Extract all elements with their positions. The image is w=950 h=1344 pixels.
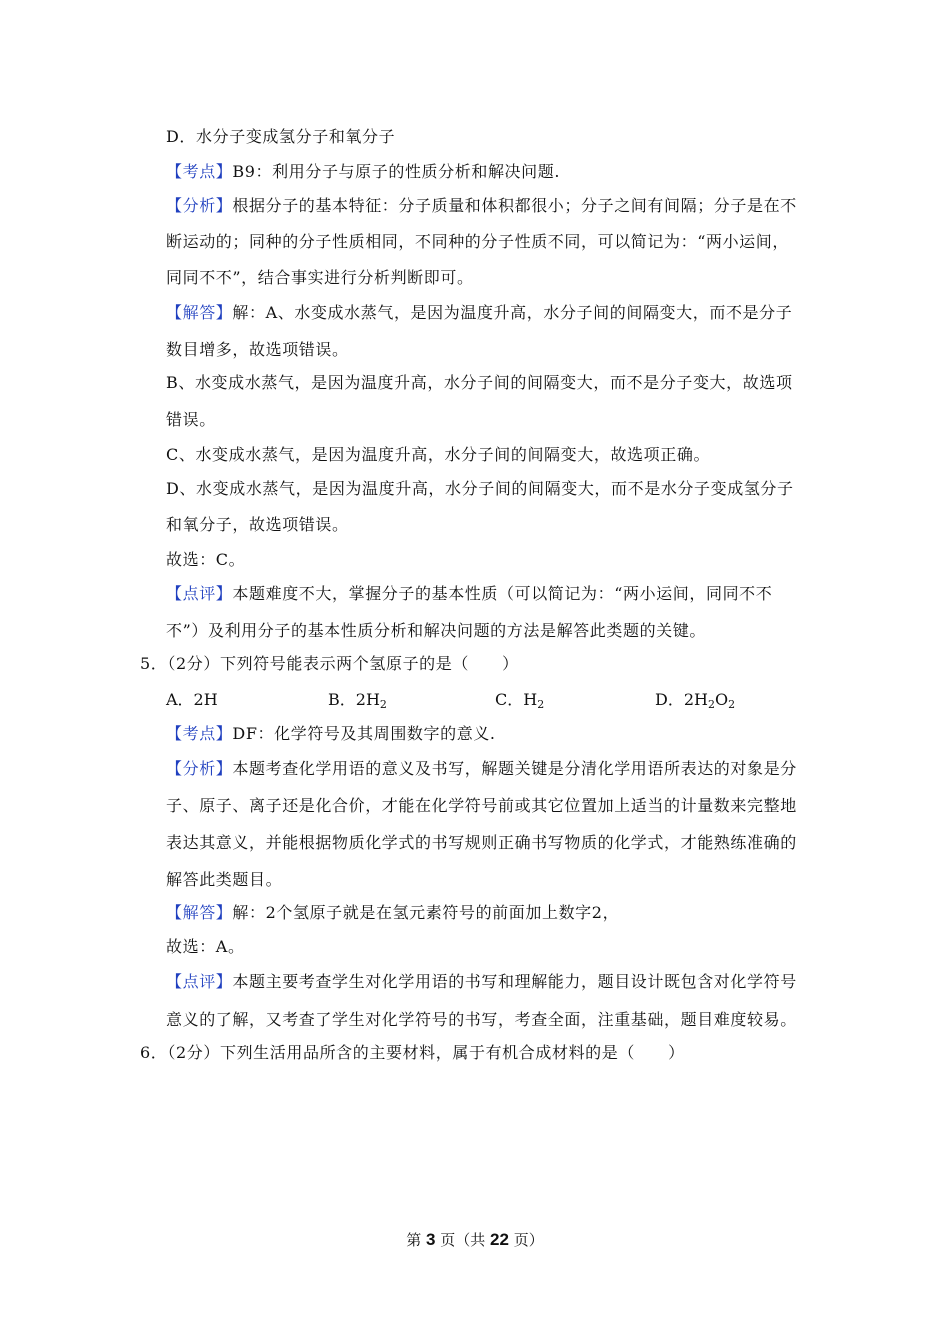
q5-option-d-sub1: 2 <box>707 698 715 711</box>
q4-dianping <box>166 584 772 604</box>
q4-jieda-line5: C、水变成水蒸气，是因为温度升高，水分子间的间隔变大，故选项正确。 <box>166 445 711 464</box>
q4-fenxi-text: 根据分子的基本特征：分子质量和体积都很小；分子之间有间隔；分子是在不 <box>232 196 797 215</box>
q5-dianping-text: 本题主要考查学生对化学用语的书写和理解能力，题目设计既包含对化学符号 <box>232 972 797 991</box>
q5-option-c-sub: 2 <box>537 698 545 711</box>
tag-fenxi: 【分析】 <box>166 196 233 215</box>
footer-middle: 页（共 <box>435 1231 491 1249</box>
q4-kaodian-text: B9：利用分子与原子的性质分析和解决问题. <box>232 162 561 181</box>
q4-answer: 故选：C。 <box>166 550 246 569</box>
tag-dianping: 【点评】 <box>166 584 233 603</box>
q5-fenxi <box>166 759 797 779</box>
q4-fenxi-line3: 同同不不”，结合事实进行分析判断即可。 <box>166 268 474 287</box>
q6-stem <box>140 1043 685 1063</box>
q4-jieda-line2: 数目增多，故选项错误。 <box>166 340 349 359</box>
tag-jieda: 【解答】 <box>166 303 233 322</box>
q4-jieda-text: 解：A、水变成水蒸气，是因为温度升高，水分子间的间隔变大，而不是分子 <box>232 303 793 322</box>
q5-answer: 故选：A。 <box>166 937 245 956</box>
q5-stem-text: （2分）下列符号能表示两个氢原子的是（ ） <box>167 654 519 673</box>
q5-jieda <box>166 903 619 923</box>
q5-fenxi-line4: 解答此类题目。 <box>166 870 283 889</box>
q5-fenxi-text: 本题考查化学用语的意义及书写，解题关键是分清化学用语所表达的对象是分 <box>232 759 797 778</box>
footer-suffix: 页） <box>508 1231 544 1249</box>
tag-dianping: 【点评】 <box>166 972 233 991</box>
q5-fenxi-line2: 子、原子、离子还是化合价，才能在化学符号前或其它位置加上适当的计量数来完整地 <box>166 796 797 815</box>
q4-option-d: D．水分子变成氢分子和氧分子 <box>166 127 396 146</box>
q5-jieda-text: 解：2个氢原子就是在氢元素符号的前面加上数字2， <box>232 903 620 922</box>
q5-kaodian-text: DF：化学符号及其周围数字的意义. <box>232 724 496 743</box>
q4-dianping-text: 本题难度不大，掌握分子的基本性质（可以简记为：“两小运间，同同不不 <box>232 584 773 603</box>
q6-number: 6． <box>140 1043 168 1062</box>
q5-stem <box>140 654 519 674</box>
q4-jieda-line6: D、水变成水蒸气，是因为温度升高，水分子间的间隔变大，而不是水分子变成氢分子 <box>166 479 794 498</box>
q5-option-b-sub: 2 <box>379 698 387 711</box>
q5-option-d-mid: O <box>714 690 729 709</box>
q5-option-d <box>655 690 735 710</box>
q5-kaodian <box>166 724 496 744</box>
q6-stem-text: （2分）下列生活用品所含的主要材料，属于有机合成材料的是（ ） <box>167 1043 685 1062</box>
tag-kaodian: 【考点】 <box>166 724 233 743</box>
q5-number: 5． <box>140 654 168 673</box>
footer-prefix: 第 <box>406 1231 427 1249</box>
q4-kaodian <box>166 162 560 182</box>
footer-total-pages: 22 <box>490 1230 509 1249</box>
q5-fenxi-line3: 表达其意义，并能根据物质化学式的书写规则正确书写物质的化学式，才能熟练准确的 <box>166 833 797 852</box>
q5-option-c <box>495 690 544 710</box>
q5-option-a: A．2H <box>166 690 218 709</box>
q5-dianping <box>166 972 797 992</box>
q4-jieda-line4: 错误。 <box>166 410 216 429</box>
q5-option-d-text: D．2H <box>655 690 708 709</box>
q5-option-b <box>328 690 387 710</box>
q5-option-b-text: B．2H <box>328 690 380 709</box>
page-footer <box>0 1229 950 1250</box>
q5-dianping-line2: 意义的了解，又考查了学生对化学符号的书写，考查全面，注重基础，题目难度较易。 <box>166 1010 797 1029</box>
footer-page-number: 3 <box>426 1230 436 1249</box>
q5-option-d-sub2: 2 <box>728 698 736 711</box>
q4-fenxi <box>166 196 797 216</box>
q4-jieda-line3: B、水变成水蒸气，是因为温度升高，水分子间的间隔变大，而不是分子变大，故选项 <box>166 373 793 392</box>
tag-jieda: 【解答】 <box>166 903 233 922</box>
tag-fenxi: 【分析】 <box>166 759 233 778</box>
q4-dianping-line2: 不”）及利用分子的基本性质分析和解决问题的方法是解答此类题的关键。 <box>166 621 706 640</box>
q5-option-c-text: C．H <box>495 690 538 709</box>
q4-jieda-line7: 和氧分子，故选项错误。 <box>166 515 349 534</box>
q4-jieda <box>166 303 792 323</box>
q4-fenxi-line2: 断运动的；同种的分子性质相同，不同种的分子性质不同，可以简记为：“两小运间， <box>166 232 789 251</box>
tag-kaodian: 【考点】 <box>166 162 233 181</box>
